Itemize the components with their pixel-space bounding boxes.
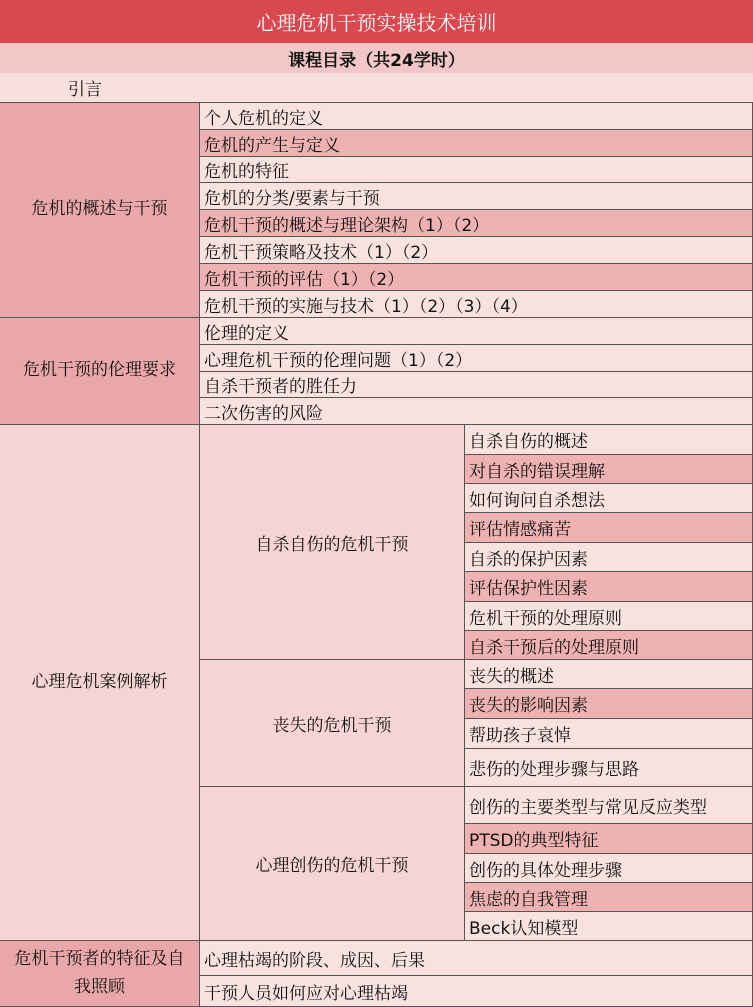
section-2-item: 伦理的定义 <box>200 318 753 345</box>
group-1-item: 危机干预的处理原则 <box>465 602 753 631</box>
group-3-item: 焦虑的自我管理 <box>465 883 753 912</box>
section-1-item: 危机的产生与定义 <box>200 130 753 157</box>
group-2-item: 悲伤的处理步骤与思路 <box>465 749 753 787</box>
course-catalog-header: 课程目录（共24学时） <box>0 43 753 74</box>
section-1-item: 危机干预的概述与理论架构（1）（2） <box>200 210 753 237</box>
page-title: 心理危机干预实操技术培训 <box>0 0 753 44</box>
group-3-item: 创伤的具体处理步骤 <box>465 854 753 883</box>
group-1-title: 自杀自伤的危机干预 <box>200 425 465 660</box>
group-1-item: 自杀自伤的概述 <box>465 425 753 455</box>
group-3-item: 创伤的主要类型与常见反应类型 <box>465 787 753 824</box>
group-2-item: 丧失的概述 <box>465 660 753 689</box>
group-3-item: PTSD的典型特征 <box>465 824 753 854</box>
group-1-item: 评估情感痛苦 <box>465 513 753 543</box>
group-1-item: 自杀干预后的处理原则 <box>465 631 753 660</box>
section-2-item: 二次伤害的风险 <box>200 398 753 425</box>
section-1-item: 危机干预的评估（1）（2） <box>200 264 753 291</box>
group-1-item: 自杀的保护因素 <box>465 543 753 572</box>
group-1-item: 如何询问自杀想法 <box>465 484 753 513</box>
group-3-title: 心理创伤的危机干预 <box>200 787 465 941</box>
section-4-item: 心理枯竭的阶段、成因、后果 <box>200 941 753 976</box>
group-2-title: 丧失的危机干预 <box>200 660 465 787</box>
section-1-item: 个人危机的定义 <box>200 103 753 130</box>
intro-row: 引言 <box>0 73 753 103</box>
section-4-item: 干预人员如何应对心理枯竭 <box>200 976 753 1007</box>
section-1-title: 危机的概述与干预 <box>0 103 200 318</box>
section-3-title: 心理危机案例解析 <box>0 425 200 941</box>
section-4-title: 危机干预者的特征及自我照顾 <box>0 941 200 1007</box>
section-1-item: 危机的特征 <box>200 157 753 183</box>
section-1-item: 危机干预的实施与技术（1）（2）（3）（4） <box>200 291 753 318</box>
section-2-item: 自杀干预者的胜任力 <box>200 372 753 398</box>
group-2-item: 帮助孩子哀悼 <box>465 719 753 749</box>
section-2-title: 危机干预的伦理要求 <box>0 318 200 425</box>
section-1-item: 危机干预策略及技术（1）（2） <box>200 237 753 264</box>
section-2-item: 心理危机干预的伦理问题（1）（2） <box>200 345 753 372</box>
group-3-item: Beck认知模型 <box>465 912 753 941</box>
group-2-item: 丧失的影响因素 <box>465 689 753 719</box>
section-1-item: 危机的分类/要素与干预 <box>200 183 753 210</box>
group-1-item: 对自杀的错误理解 <box>465 455 753 484</box>
group-1-item: 评估保护性因素 <box>465 572 753 602</box>
